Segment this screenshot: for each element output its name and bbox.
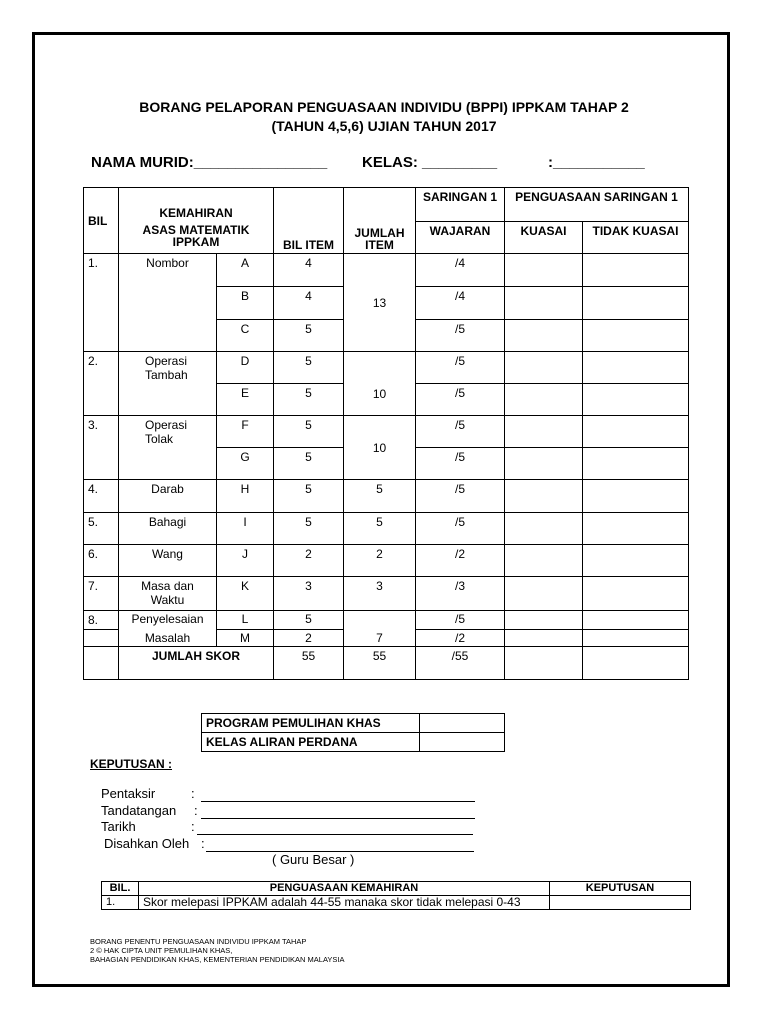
row-bil: 5. xyxy=(84,513,119,545)
kuasai-cell[interactable] xyxy=(505,647,583,680)
row-code: E xyxy=(217,384,274,416)
footer-line3: BAHAGIAN PENDIDIKAN KHAS, KEMENTERIAN PENDIDIKAN MALAYSIA xyxy=(90,955,345,964)
tidak-kuasai-cell[interactable] xyxy=(583,513,689,545)
table-row xyxy=(84,416,689,448)
row-bil: 6. xyxy=(84,545,119,577)
kuasai-cell[interactable] xyxy=(505,480,583,513)
kuasai-cell[interactable] xyxy=(505,545,583,577)
form-title-line1: BORANG PELAPORAN PENGUASAAN INDIVIDU (BPPI) IPPKAM TAHAP 2 xyxy=(139,99,629,115)
decision-row-bil: 1. xyxy=(102,896,139,910)
row-wajaran: /5 xyxy=(416,611,505,630)
tidak-kuasai-cell[interactable] xyxy=(583,254,689,287)
row-wajaran: /4 xyxy=(416,254,505,287)
row-total: 10 xyxy=(344,352,416,416)
row-wajaran: /5 xyxy=(416,352,505,384)
guru-besar-label: ( Guru Besar ) xyxy=(272,852,355,867)
row-wajaran: /5 xyxy=(416,513,505,545)
row-bil-blank xyxy=(84,630,119,647)
row-skill: Operasi Tolak xyxy=(119,416,217,480)
row-items: 2 xyxy=(274,545,344,577)
decision-row-text: Skor melepasi IPPKAM adalah 44-55 manaka skor tidak melepasi 0-43 xyxy=(139,896,550,910)
tandatangan-colon: : xyxy=(194,803,198,818)
kuasai-cell[interactable] xyxy=(505,630,583,647)
kuasai-cell[interactable] xyxy=(505,416,583,448)
kelas-aliran-label: KELAS ALIRAN PERDANA xyxy=(202,733,420,752)
table-row xyxy=(84,480,689,513)
table-row-total xyxy=(84,647,689,680)
disahkan-label: Disahkan Oleh xyxy=(104,836,190,851)
row-bil: 3. xyxy=(84,416,119,480)
row-wajaran: /5 xyxy=(416,448,505,480)
row-items: 5 xyxy=(274,384,344,416)
row-wajaran: /2 xyxy=(416,630,505,647)
jumlah-items: 55 xyxy=(274,647,344,680)
row-items: 5 xyxy=(274,513,344,545)
program-pemulihan-label: PROGRAM PEMULIHAN KHAS xyxy=(202,714,420,733)
row-wajaran: /5 xyxy=(416,384,505,416)
row-code: C xyxy=(217,320,274,352)
table-row xyxy=(84,254,689,287)
program-table xyxy=(201,713,505,752)
table-row xyxy=(84,611,689,630)
row-bil: 7. xyxy=(84,577,119,611)
row-skill: Operasi Tambah xyxy=(119,352,217,416)
row-items: 5 xyxy=(274,320,344,352)
tidak-kuasai-cell[interactable] xyxy=(583,320,689,352)
kuasai-cell[interactable] xyxy=(505,611,583,630)
header-saringan: SARINGAN 1 xyxy=(416,188,505,222)
tidak-kuasai-cell[interactable] xyxy=(583,480,689,513)
score-table xyxy=(83,187,689,680)
row-code: I xyxy=(217,513,274,545)
header-bil: BIL xyxy=(84,188,119,254)
header-asas: ASAS MATEMATIK IPPKAM xyxy=(119,222,274,254)
row-code: G xyxy=(217,448,274,480)
row-skill: Masa dan Waktu xyxy=(119,577,217,611)
row-total: 2 xyxy=(344,545,416,577)
row-code: F xyxy=(217,416,274,448)
kuasai-cell[interactable] xyxy=(505,384,583,416)
row-skill: Darab xyxy=(119,480,217,513)
row-code: A xyxy=(217,254,274,287)
row-total: 5 xyxy=(344,513,416,545)
row-wajaran: /2 xyxy=(416,545,505,577)
row-items: 5 xyxy=(274,352,344,384)
row-wajaran: /4 xyxy=(416,287,505,320)
header-tidak-kuasai: TIDAK KUASAI xyxy=(583,222,689,254)
jumlah-total: 55 xyxy=(344,647,416,680)
row-code: D xyxy=(217,352,274,384)
row-items: 5 xyxy=(274,448,344,480)
row-total: 13 xyxy=(344,254,416,352)
tidak-kuasai-cell[interactable] xyxy=(583,630,689,647)
row-code: L xyxy=(217,611,274,630)
tidak-kuasai-cell[interactable] xyxy=(583,287,689,320)
decision-header-penguasaan: PENGUASAAN KEMAHIRAN xyxy=(139,882,550,896)
header-penguasaan: PENGUASAAN SARINGAN 1 xyxy=(505,188,689,222)
decision-header-keputusan: KEPUTUSAN xyxy=(550,882,691,896)
tandatangan-line[interactable] xyxy=(201,804,475,819)
nama-murid-field[interactable]: NAMA MURID:________________ xyxy=(91,154,328,171)
row-total: 3 xyxy=(344,577,416,611)
kuasai-cell[interactable] xyxy=(505,320,583,352)
disahkan-colon: : xyxy=(201,836,205,851)
kuasai-cell[interactable] xyxy=(505,577,583,611)
tidak-kuasai-cell[interactable] xyxy=(583,352,689,384)
row-code: J xyxy=(217,545,274,577)
decision-row-keputusan[interactable] xyxy=(550,896,691,910)
tidak-kuasai-cell[interactable] xyxy=(583,416,689,448)
row-total: 7 xyxy=(344,630,416,647)
kuasai-cell[interactable] xyxy=(505,287,583,320)
row-skill: Penyelesaian xyxy=(119,611,217,630)
kelas-aliran-checkbox[interactable] xyxy=(420,733,505,752)
row-wajaran: /5 xyxy=(416,480,505,513)
row-wajaran: /5 xyxy=(416,416,505,448)
kuasai-cell[interactable] xyxy=(505,448,583,480)
pentaksir-colon: : xyxy=(191,786,195,801)
program-pemulihan-checkbox[interactable] xyxy=(420,714,505,733)
row-items: 3 xyxy=(274,577,344,611)
row-bil: 8. xyxy=(84,611,119,630)
kuasai-cell[interactable] xyxy=(505,352,583,384)
row-items: 4 xyxy=(274,254,344,287)
row-total-blank xyxy=(344,611,416,630)
decision-table xyxy=(101,881,691,910)
footer-line1: BORANG PENENTU PENGUASAAN INDIVIDU IPPKAM TAHAP xyxy=(90,937,307,946)
tidak-kuasai-cell[interactable] xyxy=(583,611,689,630)
kuasai-cell[interactable] xyxy=(505,513,583,545)
disahkan-line[interactable] xyxy=(206,837,474,852)
table-row xyxy=(84,545,689,577)
extra-field[interactable]: :___________ xyxy=(548,154,645,171)
row-items: 5 xyxy=(274,416,344,448)
tidak-kuasai-cell[interactable] xyxy=(583,577,689,611)
header-blank-1 xyxy=(274,188,344,222)
tarikh-colon: : xyxy=(191,819,195,834)
row-items: 4 xyxy=(274,287,344,320)
row-total: 10 xyxy=(344,416,416,480)
tidak-kuasai-cell[interactable] xyxy=(583,384,689,416)
row-total: 5 xyxy=(344,480,416,513)
kuasai-cell[interactable] xyxy=(505,254,583,287)
footer-line2: 2 © HAK CIPTA UNIT PEMULIHAN KHAS, xyxy=(90,946,233,955)
row-wajaran: /3 xyxy=(416,577,505,611)
tidak-kuasai-cell[interactable] xyxy=(583,448,689,480)
jumlah-skor-label: JUMLAH SKOR xyxy=(119,647,274,680)
row-code: B xyxy=(217,287,274,320)
kelas-field[interactable]: KELAS: _________ xyxy=(362,154,498,171)
table-row xyxy=(84,513,689,545)
row-items: 5 xyxy=(274,480,344,513)
header-jumlah-item: JUMLAH ITEM xyxy=(344,222,416,254)
header-kuasai: KUASAI xyxy=(505,222,583,254)
tidak-kuasai-cell[interactable] xyxy=(583,545,689,577)
row-bil: 4. xyxy=(84,480,119,513)
row-skill: Bahagi xyxy=(119,513,217,545)
table-row xyxy=(84,352,689,384)
row-bil: 2. xyxy=(84,352,119,416)
row-skill: Nombor xyxy=(119,254,217,352)
jumlah-wajaran: /55 xyxy=(416,647,505,680)
keputusan-heading: KEPUTUSAN : xyxy=(90,757,173,771)
table-row xyxy=(84,630,689,647)
form-title-line2: (TAHUN 4,5,6) UJIAN TAHUN 2017 xyxy=(271,118,497,134)
row-skill: Wang xyxy=(119,545,217,577)
row-bil: 1. xyxy=(84,254,119,352)
header-bil-item: BIL ITEM xyxy=(274,222,344,254)
tandatangan-label: Tandatangan xyxy=(101,803,177,818)
tarikh-line[interactable] xyxy=(197,820,473,835)
row-items: 5 xyxy=(274,611,344,630)
row-code: H xyxy=(217,480,274,513)
row-skill: Masalah xyxy=(119,630,217,647)
pentaksir-label: Pentaksir xyxy=(101,786,156,801)
decision-header-bil: BIL. xyxy=(102,882,139,896)
tidak-kuasai-cell[interactable] xyxy=(583,647,689,680)
header-blank-2 xyxy=(344,188,416,222)
row-items: 2 xyxy=(274,630,344,647)
header-kemahiran: KEMAHIRAN xyxy=(119,188,274,222)
row-code: K xyxy=(217,577,274,611)
table-row xyxy=(84,577,689,611)
row-code: M xyxy=(217,630,274,647)
footer-note xyxy=(90,937,345,964)
row-bil-blank xyxy=(84,647,119,680)
header-wajaran: WAJARAN xyxy=(416,222,505,254)
tarikh-label: Tarikh xyxy=(101,819,136,834)
pentaksir-line[interactable] xyxy=(201,787,475,802)
row-wajaran: /5 xyxy=(416,320,505,352)
